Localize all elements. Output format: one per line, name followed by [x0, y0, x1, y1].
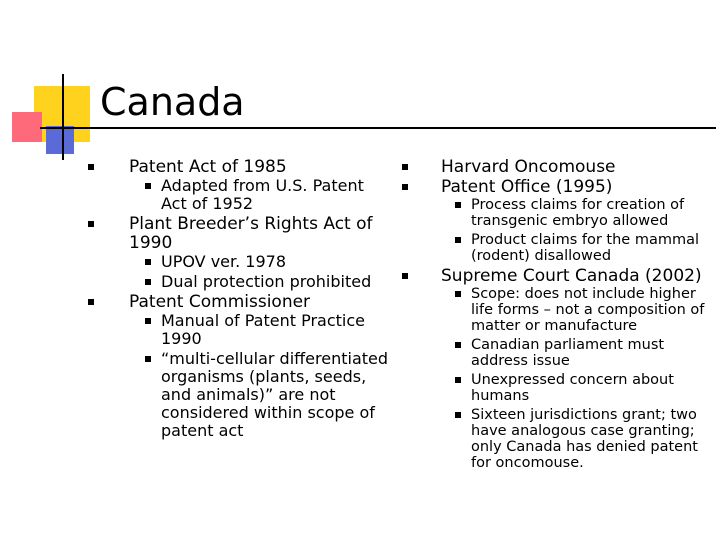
bullet-plant-breeders-rights — [113, 215, 388, 291]
bullet-patent-act — [113, 158, 388, 213]
sub-bullet: UPOV ver. 1978 — [129, 253, 388, 271]
decor-blue-square — [46, 126, 74, 154]
bullet-text: Supreme Court Canada (2002) — [441, 266, 702, 286]
left-column — [113, 158, 388, 442]
bullet-patent-commissioner — [113, 293, 388, 440]
decor-vertical-line — [62, 74, 64, 160]
sub-bullet: “multi-cellular differentiated organisms (plants, seeds, and animals)” are not considered within scope of patent act — [129, 350, 388, 440]
bullet-text: Patent Act of 1985 — [129, 157, 287, 177]
sub-bullet: Dual protection prohibited — [129, 273, 388, 291]
sub-bullet: Canadian parliament must address issue — [441, 337, 712, 369]
bullet-text: Harvard Oncomouse — [441, 157, 616, 177]
sub-bullet: Unexpressed concern about humans — [441, 372, 712, 404]
sub-bullet: Process claims for creation of transgenic embryo allowed — [441, 197, 712, 229]
bullet-text: Patent Commissioner — [129, 292, 311, 312]
bullet-text: Patent Office (1995) — [441, 177, 613, 197]
sub-bullet: Adapted from U.S. Patent Act of 1952 — [129, 177, 388, 213]
decor-horizontal-line — [40, 127, 716, 129]
sub-bullet: Manual of Patent Practice 1990 — [129, 312, 388, 348]
right-column — [427, 158, 712, 474]
bullet-supreme-court — [427, 267, 712, 471]
slide-title: Canada — [100, 80, 245, 124]
decor-pink-square — [12, 112, 42, 142]
sub-bullet: Sixteen jurisdictions grant; two have analogous case granting; only Canada has denied patent for oncomouse. — [441, 407, 712, 471]
bullet-harvard-oncomouse — [427, 158, 712, 177]
bullet-text: Plant Breeder’s Rights Act of 1990 — [129, 214, 373, 253]
sub-bullet: Product claims for the mammal (rodent) disallowed — [441, 232, 712, 264]
sub-bullet: Scope: does not include higher life forms – not a composition of matter or manufacture — [441, 286, 712, 334]
bullet-patent-office — [427, 178, 712, 264]
